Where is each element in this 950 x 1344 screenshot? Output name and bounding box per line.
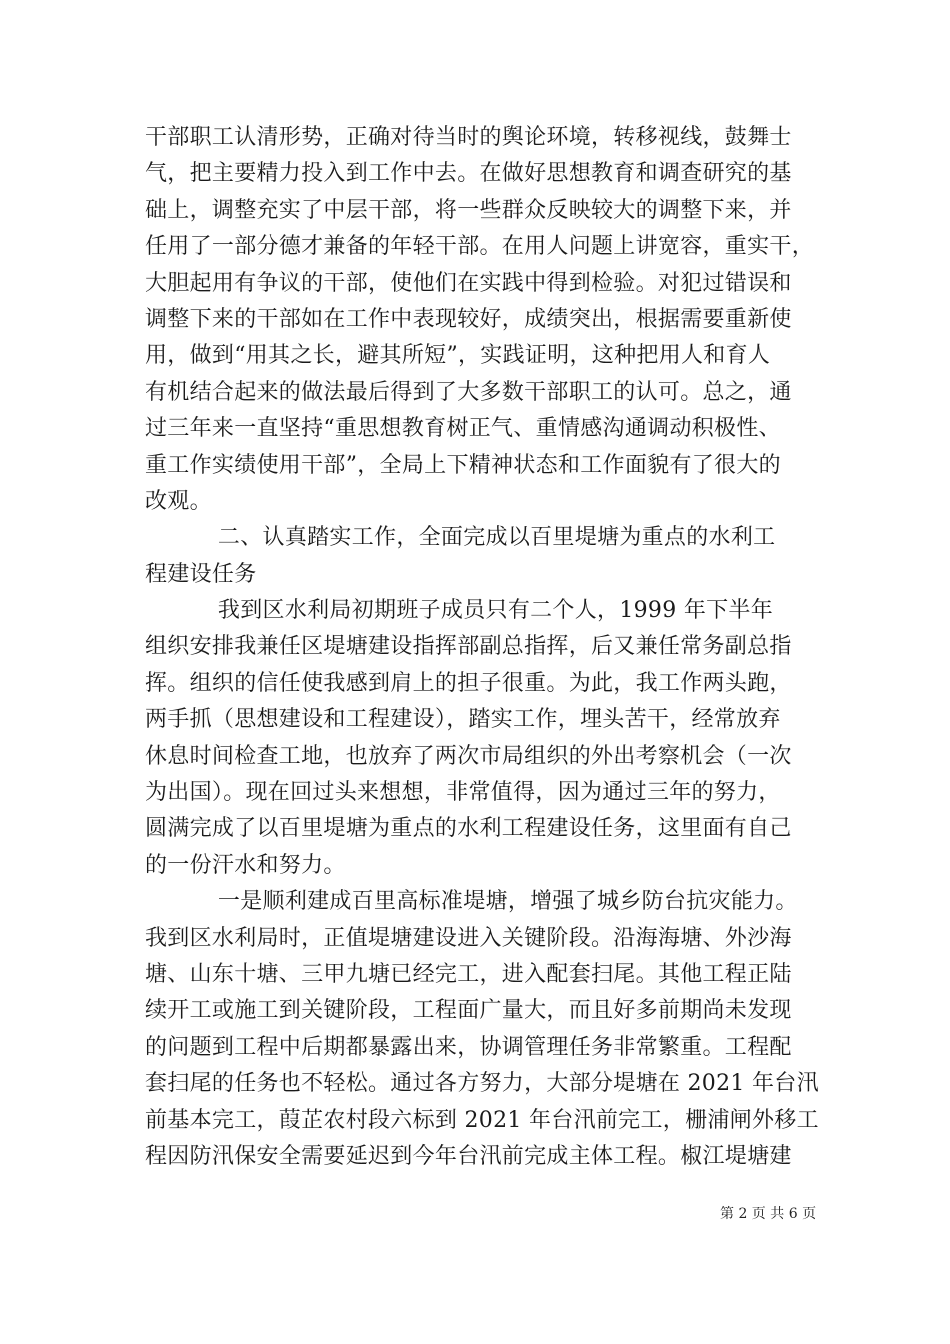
text-line: 过三年来一直坚持“重思想教育树正气、重情感沟通调动积极性、 [145,416,781,442]
text-line: 前基本完工，葭芷农村段六标到 2021 年台汛前完工，栅浦闸外移工 [145,1107,819,1133]
text-line: 程因防汛保安全需要延迟到今年台汛前完成主体工程。椒江堤塘建 [145,1143,792,1169]
text-line: 圆满完成了以百里堤塘为重点的水利工程建设任务，这里面有自己 [145,816,792,842]
text-line: 础上，调整充实了中层干部，将一些群众反映较大的调整下来，并 [145,197,792,223]
text-line: 用，做到“用其之长，避其所短”，实践证明，这种把用人和育人 [145,343,771,369]
text-line: 套扫尾的任务也不轻松。通过各方努力，大部分堤塘在 2021 年台汛 [145,1071,819,1097]
text-line: 一是顺利建成百里高标准堤塘，增强了城乡防台抗灾能力。 [145,889,798,915]
text-line: 挥。组织的信任使我感到肩上的担子很重。为此，我工作两头跑， [145,670,792,696]
text-line: 二、认真踏实工作，全面完成以百里堤塘为重点的水利工 [145,525,776,551]
text-line: 我到区水利局时，正值堤塘建设进入关键阶段。沿海海塘、外沙海 [145,925,792,951]
text-line: 改观。 [145,488,212,514]
text-line: 的问题到工程中后期都暴露出来，协调管理任务非常繁重。工程配 [145,1034,792,1060]
text-line: 组织安排我兼任区堤塘建设指挥部副总指挥，后又兼任常务副总指 [145,634,792,660]
text-line: 干部职工认清形势，正确对待当时的舆论环境，转移视线，鼓舞士 [145,125,792,150]
text-line: 调整下来的干部如在工作中表现较好，成绩突出，根据需要重新使 [145,306,792,332]
text-line: 任用了一部分德才兼备的年轻干部。在用人问题上讲宽容，重实干， [145,234,815,260]
body-text [145,120,819,1175]
text-line: 气，把主要精力投入到工作中去。在做好思想教育和调查研究的基 [145,161,792,187]
text-line: 有机结合起来的做法最后得到了大多数干部职工的认可。总之，通 [145,379,792,405]
page-number-footer: 第 2 页 共 6 页 [720,1206,817,1222]
text-line: 两手抓（思想建设和工程建设），踏实工作，埋头苦干，经常放弃 [145,707,781,733]
text-line: 程建设任务 [145,561,257,587]
text-line: 休息时间检查工地，也放弃了两次市局组织的外出考察机会（一次 [145,743,792,769]
text-line: 我到区水利局初期班子成员只有二个人，1999 年下半年 [145,598,774,624]
text-line: 续开工或施工到关键阶段，工程面广量大，而且好多前期尚未发现 [145,998,792,1024]
text-line: 塘、山东十塘、三甲九塘已经完工，进入配套扫尾。其他工程正陆 [145,961,792,987]
text-line: 为出国）。现在回过头来想想，非常值得，因为通过三年的努力， [145,780,781,806]
text-line: 的一份汗水和努力。 [145,852,346,878]
text-line: 重工作实绩使用干部”，全局上下精神状态和工作面貌有了很大的 [145,452,781,478]
text-line: 大胆起用有争议的干部，使他们在实践中得到检验。对犯过错误和 [145,270,792,296]
